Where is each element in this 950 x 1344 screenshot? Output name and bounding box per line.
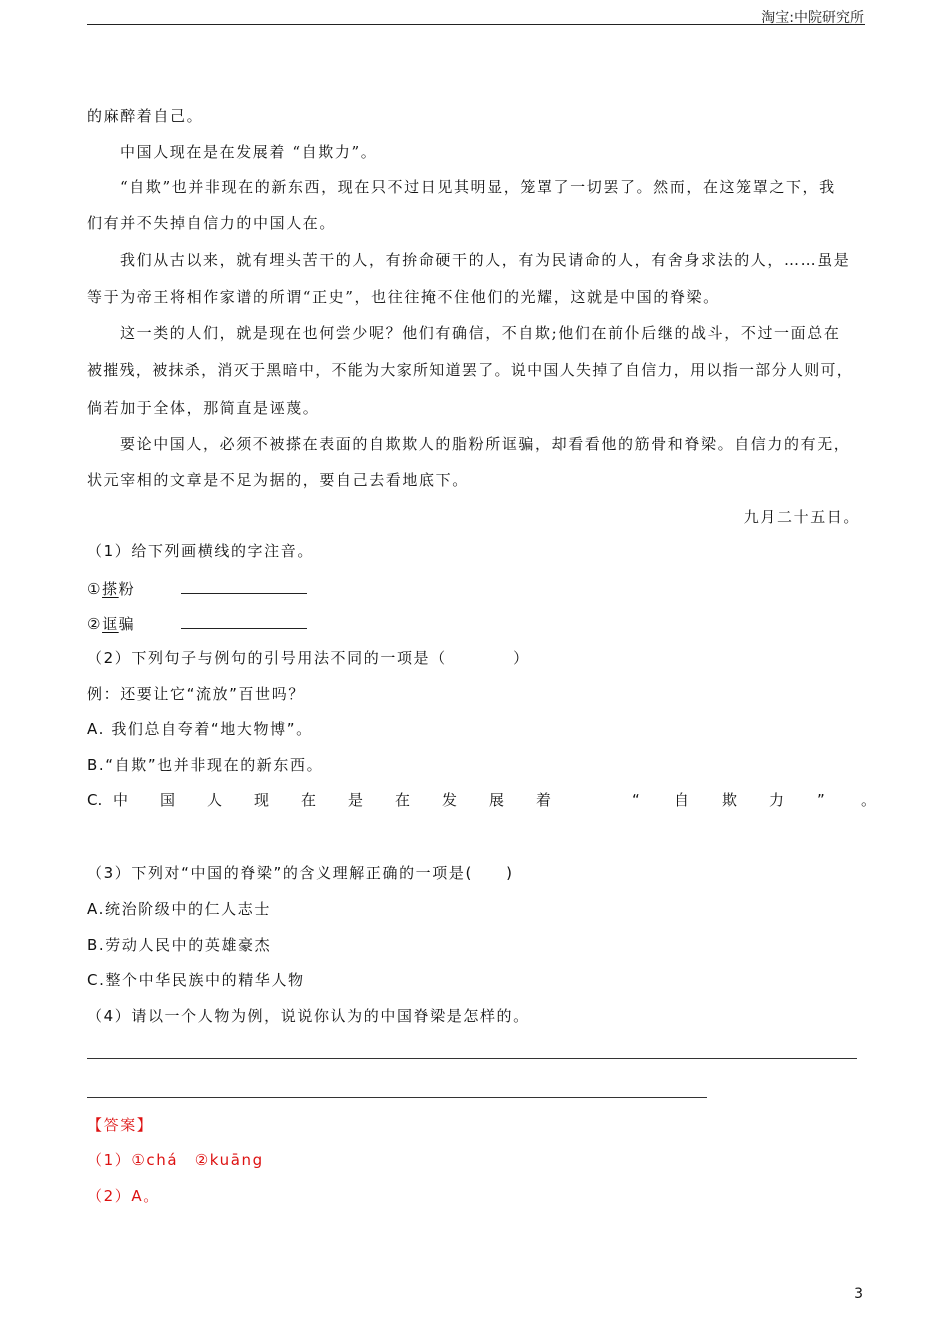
option-c-char: “	[632, 791, 640, 809]
question-2-example: 例：还要让它“流放”百世吗？	[87, 685, 305, 703]
answer-heading: 【答案】	[87, 1116, 154, 1134]
essay-date: 九月二十五日。	[743, 508, 860, 526]
writing-line[interactable]	[87, 1058, 857, 1059]
option-c-char: 在	[395, 791, 411, 809]
item-rest: 粉	[118, 580, 136, 598]
option-a: A. 我们总自夸着“地大物博”。	[87, 720, 313, 738]
page-number: 3	[854, 1286, 863, 1302]
question-1-prompt: （1）给下列画横线的字注音。	[87, 542, 314, 560]
essay-line: 被摧残，被抹杀，消灭于黑暗中，不能为大家所知道罢了。说中国人失掉了自信力，用以指一部分人则可，	[87, 361, 854, 379]
item-number: ①	[87, 580, 103, 598]
question-3-prompt: （3）下列对“中国的脊梁”的含义理解正确的一项是( )	[87, 864, 514, 882]
essay-line: 的麻醉着自己。	[87, 107, 204, 125]
option-c-char: 中	[113, 791, 129, 809]
essay-line: 中国人现在是在发展着 “自欺力”。	[120, 143, 378, 161]
header-brand: 淘宝:中院研究所	[761, 10, 864, 26]
item-number: ②	[87, 615, 103, 633]
option-c-char: 国	[160, 791, 176, 809]
option-c-char: 自	[674, 791, 690, 809]
answer-line-1: （1）①chá ②kuāng	[87, 1151, 264, 1169]
option-c-char: 欺	[722, 791, 738, 809]
option-c-char: ”	[817, 791, 825, 809]
underlined-char: 诓	[102, 615, 119, 633]
underlined-char: 搽	[102, 580, 119, 598]
essay-line: 们有并不失掉自信力的中国人在。	[87, 214, 337, 232]
question-2-prompt: （2）下列句子与例句的引号用法不同的一项是（ ）	[87, 649, 530, 667]
essay-line: 等于为帝王将相作家谱的所谓“正史”，也往往掩不住他们的光耀，这就是中国的脊梁。	[87, 288, 720, 306]
option-c-char: 展	[489, 791, 505, 809]
option-c-char: 现	[254, 791, 270, 809]
writing-line[interactable]	[87, 1097, 707, 1098]
question-1-item	[87, 612, 307, 634]
essay-line: 我们从古以来，就有埋头苦干的人，有拚命硬干的人，有为民请命的人，有舍身求法的人，……虽是	[120, 251, 851, 269]
option-c-char: 着	[536, 791, 552, 809]
option-c-char: 。	[861, 791, 877, 809]
answer-line-2: （2）A。	[87, 1187, 160, 1205]
option-b: B.“自欺”也并非现在的新东西。	[87, 756, 324, 774]
answer-blank[interactable]	[181, 612, 307, 629]
answer-blank[interactable]	[181, 577, 307, 594]
option-c-char: 发	[442, 791, 458, 809]
option-c-label: C.	[87, 791, 103, 809]
q3-option: C.整个中华民族中的精华人物	[87, 971, 305, 989]
q3-option: B.劳动人民中的英雄豪杰	[87, 936, 272, 954]
option-c-char: 是	[348, 791, 364, 809]
option-c-char: 在	[301, 791, 317, 809]
question-1-item	[87, 577, 307, 599]
header-rule	[87, 24, 865, 25]
essay-line: 要论中国人，必须不被搽在表面的自欺欺人的脂粉所诓骗，却看看他的筋骨和脊梁。自信力的有无，	[120, 435, 851, 453]
essay-line: 状元宰相的文章是不足为据的，要自己去看地底下。	[87, 471, 469, 489]
option-c-char: 人	[207, 791, 223, 809]
q3-option: A.统治阶级中的仁人志士	[87, 900, 271, 918]
essay-line: 这一类的人们，就是现在也何尝少呢？他们有确信，不自欺;他们在前仆后继的战斗，不过一面总在	[120, 324, 841, 342]
question-4-prompt: （4）请以一个人物为例，说说你认为的中国脊梁是怎样的。	[87, 1007, 530, 1025]
item-rest: 骗	[118, 615, 136, 633]
essay-line: 倘若加于全体，那简直是诬蔑。	[87, 399, 320, 417]
essay-line: “自欺”也并非现在的新东西，现在只不过日见其明显，笼罩了一切罢了。然而，在这笼罩之下，我	[120, 178, 836, 196]
option-c-char: 力	[769, 791, 785, 809]
